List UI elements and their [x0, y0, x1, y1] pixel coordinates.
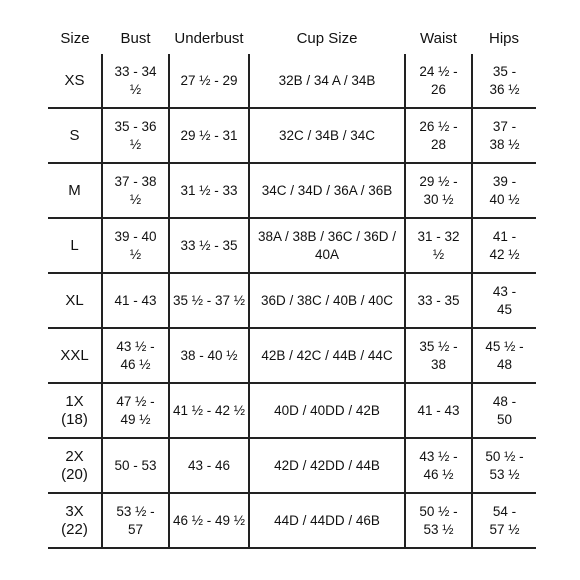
underbust-cell — [169, 108, 249, 163]
underbust-cell — [169, 218, 249, 273]
cup-size-value: 42D / 42DD / 44B — [274, 457, 380, 473]
hips-value: 35 - 36 ½ — [489, 63, 520, 97]
cup-size-value: 38A / 38B / 36C / 36D / 40A — [257, 228, 397, 262]
hips-value: 37 - 38 ½ — [489, 118, 520, 152]
bust-cell — [102, 438, 169, 493]
waist-cell — [405, 163, 472, 218]
cup-size-cell — [249, 108, 405, 163]
hips-value: 43 - 45 — [492, 283, 517, 317]
bust-cell — [102, 328, 169, 383]
underbust-cell — [169, 493, 249, 548]
table-row — [48, 438, 536, 493]
size-cell: 3X (22) — [48, 493, 102, 548]
hips-value: 45 ½ - 48 — [485, 338, 524, 372]
waist-value: 33 - 35 — [417, 292, 460, 308]
size-cell: XL — [48, 273, 102, 328]
table-row — [48, 383, 536, 438]
underbust-cell — [169, 383, 249, 438]
waist-value: 50 ½ - 53 ½ — [419, 503, 458, 537]
underbust-cell — [169, 328, 249, 383]
underbust-value: 33 ½ - 35 — [180, 237, 238, 253]
header-row — [48, 22, 536, 54]
waist-value: 41 - 43 — [417, 402, 460, 418]
table-row — [48, 163, 536, 218]
waist-value: 43 ½ - 46 ½ — [419, 448, 458, 482]
waist-value: 31 - 32 ½ — [417, 228, 460, 262]
hips-cell — [472, 273, 536, 328]
hips-value: 48 - 50 — [492, 393, 517, 427]
waist-cell — [405, 218, 472, 273]
bust-value: 47 ½ - 49 ½ — [116, 393, 155, 427]
underbust-value: 38 - 40 ½ — [180, 347, 238, 363]
hips-value: 54 - 57 ½ — [489, 503, 520, 537]
header-size: Size — [60, 29, 90, 47]
underbust-value: 46 ½ - 49 ½ — [172, 512, 246, 528]
bust-value: 41 - 43 — [114, 292, 157, 308]
cup-size-cell — [249, 438, 405, 493]
cup-size-value: 44D / 44DD / 46B — [274, 512, 380, 528]
waist-value: 35 ½ - 38 — [419, 338, 458, 372]
underbust-value: 43 - 46 — [187, 457, 231, 473]
hips-cell — [472, 328, 536, 383]
table-row — [48, 273, 536, 328]
cup-size-cell — [249, 493, 405, 548]
table-row — [48, 54, 536, 108]
bust-value: 39 - 40 ½ — [114, 228, 157, 262]
waist-value: 29 ½ - 30 ½ — [419, 173, 458, 207]
waist-cell — [405, 54, 472, 108]
cup-size-cell — [249, 328, 405, 383]
waist-cell — [405, 438, 472, 493]
waist-value: 24 ½ - 26 — [419, 63, 458, 97]
cup-size-value: 36D / 38C / 40B / 40C — [260, 292, 394, 308]
hips-value: 41 - 42 ½ — [489, 228, 520, 262]
table-row — [48, 108, 536, 163]
bust-value: 35 - 36 ½ — [114, 118, 157, 152]
table-row — [48, 328, 536, 383]
bust-value: 50 - 53 — [114, 457, 157, 473]
hips-cell — [472, 218, 536, 273]
hips-cell — [472, 54, 536, 108]
hips-cell — [472, 438, 536, 493]
cup-size-cell — [249, 383, 405, 438]
size-cell: M — [48, 163, 102, 218]
cup-size-value: 42B / 42C / 44B / 44C — [261, 347, 393, 363]
waist-cell — [405, 273, 472, 328]
bust-cell — [102, 54, 169, 108]
hips-cell — [472, 108, 536, 163]
hips-value: 39 - 40 ½ — [489, 173, 520, 207]
underbust-value: 41 ½ - 42 ½ — [172, 402, 246, 418]
hips-value: 50 ½ - 53 ½ — [485, 448, 524, 482]
table-row — [48, 218, 536, 273]
header-cup-size: Cup Size — [296, 29, 358, 47]
underbust-cell — [169, 438, 249, 493]
bust-value: 43 ½ - 46 ½ — [116, 338, 155, 372]
bust-cell — [102, 383, 169, 438]
size-chart-table — [48, 22, 536, 549]
underbust-value: 27 ½ - 29 — [180, 72, 238, 88]
bust-value: 53 ½ - 57 — [116, 503, 155, 537]
bust-cell — [102, 218, 169, 273]
header-waist: Waist — [420, 29, 457, 47]
size-cell: L — [48, 218, 102, 273]
cup-size-cell — [249, 54, 405, 108]
bust-cell — [102, 163, 169, 218]
size-cell: XXL — [48, 328, 102, 383]
cup-size-cell — [249, 163, 405, 218]
header-underbust: Underbust — [174, 29, 244, 47]
cup-size-value: 34C / 34D / 36A / 36B — [261, 182, 393, 198]
underbust-value: 35 ½ - 37 ½ — [172, 292, 246, 308]
underbust-value: 31 ½ - 33 — [180, 182, 238, 198]
hips-cell — [472, 383, 536, 438]
cup-size-cell — [249, 218, 405, 273]
underbust-cell — [169, 54, 249, 108]
bust-cell — [102, 493, 169, 548]
size-cell: 2X (20) — [48, 438, 102, 493]
cup-size-value: 32B / 34 A / 34B — [278, 72, 376, 88]
cup-size-value: 40D / 40DD / 42B — [274, 402, 380, 418]
bust-cell — [102, 108, 169, 163]
table-row — [48, 493, 536, 548]
header-bust: Bust — [120, 29, 151, 47]
size-cell: 1X (18) — [48, 383, 102, 438]
underbust-cell — [169, 163, 249, 218]
waist-cell — [405, 493, 472, 548]
bust-value: 33 - 34 ½ — [114, 63, 157, 97]
waist-cell — [405, 108, 472, 163]
header-hips: Hips — [488, 29, 519, 47]
hips-cell — [472, 493, 536, 548]
bust-cell — [102, 273, 169, 328]
cup-size-cell — [249, 273, 405, 328]
waist-value: 26 ½ - 28 — [419, 118, 458, 152]
size-cell: XS — [48, 54, 102, 108]
waist-cell — [405, 383, 472, 438]
waist-cell — [405, 328, 472, 383]
underbust-cell — [169, 273, 249, 328]
hips-cell — [472, 163, 536, 218]
size-cell: S — [48, 108, 102, 163]
bust-value: 37 - 38 ½ — [114, 173, 157, 207]
underbust-value: 29 ½ - 31 — [180, 127, 238, 143]
cup-size-value: 32C / 34B / 34C — [278, 127, 376, 143]
